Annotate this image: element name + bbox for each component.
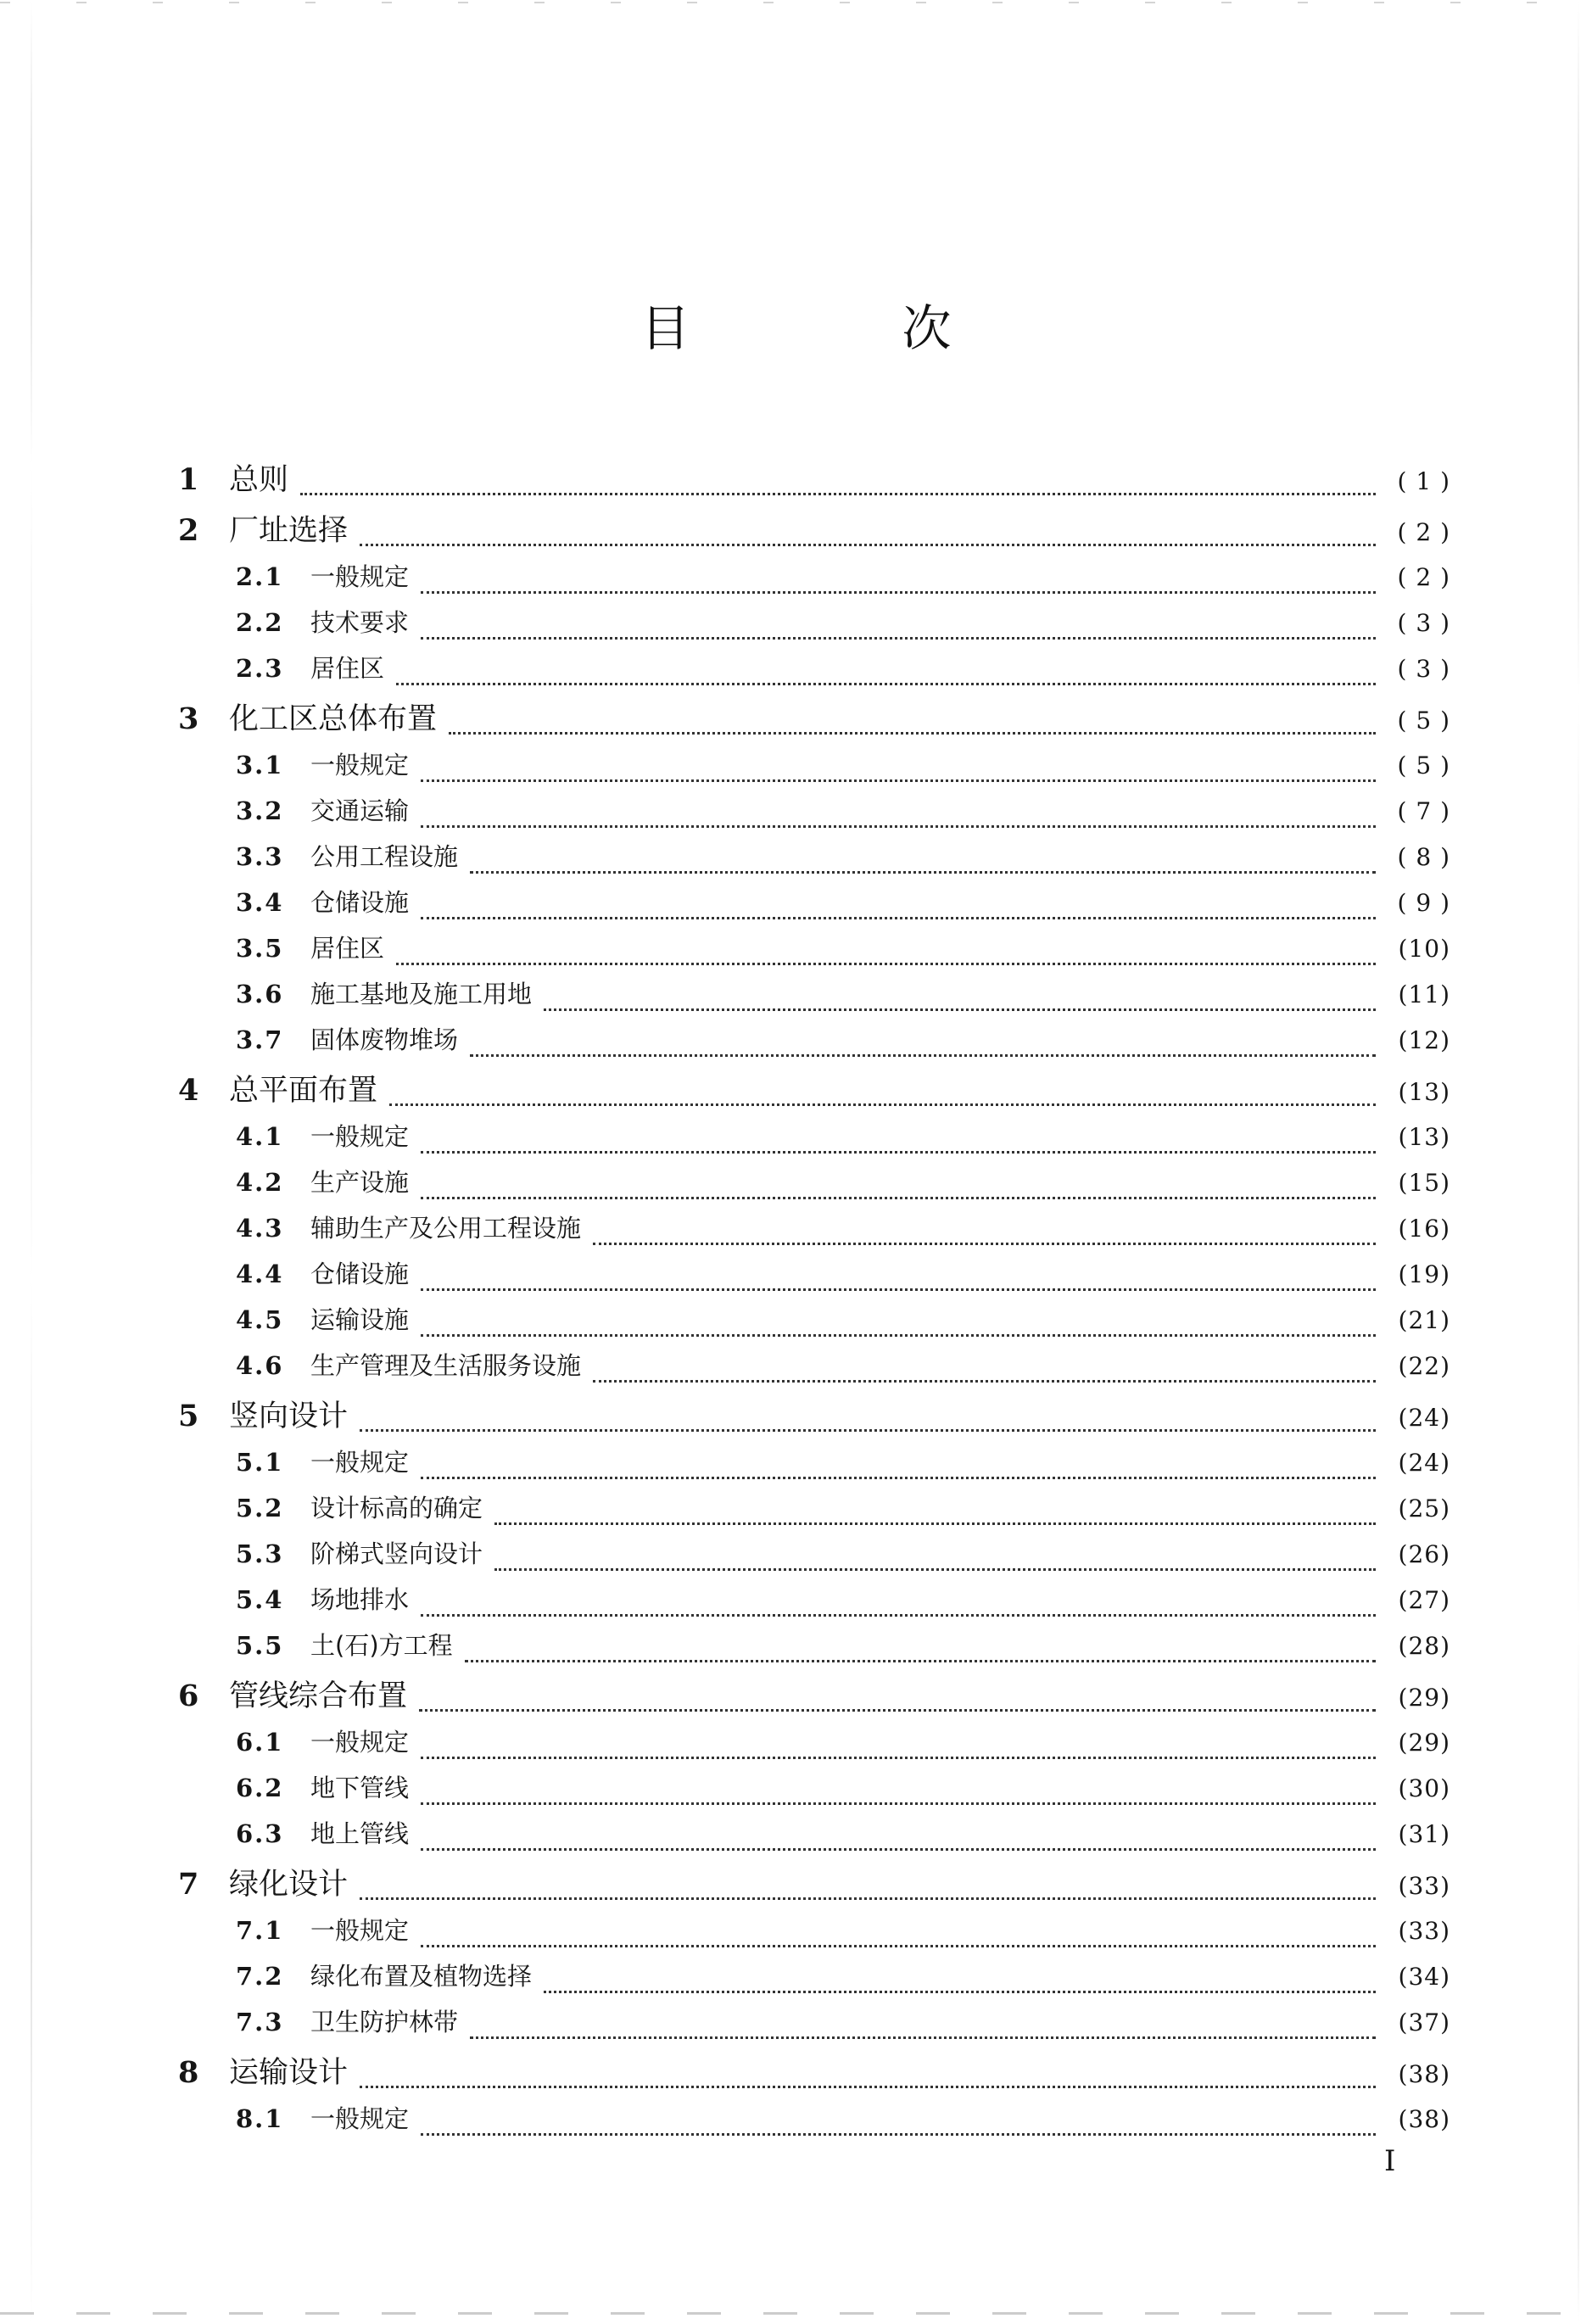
toc-entry-title: 仓储设施 xyxy=(310,888,410,917)
toc-entry-number: 2 xyxy=(178,513,199,548)
toc-entry-title: 竖向设计 xyxy=(229,1399,349,1433)
dot-leader xyxy=(421,1477,1376,1479)
toc-entry-number: 3.2 xyxy=(236,796,284,825)
dot-leader xyxy=(421,1614,1376,1617)
dot-leader xyxy=(419,1709,1376,1712)
toc-section-row xyxy=(178,1815,1450,1861)
toc-entry-page: (22) xyxy=(1398,1352,1450,1380)
scan-edge-right xyxy=(1578,0,1579,2324)
toc-entry-page: (38) xyxy=(1398,2060,1450,2088)
toc-entry-page: (30) xyxy=(1398,1774,1450,1802)
toc-section-row xyxy=(178,1444,1450,1489)
dot-leader xyxy=(470,2036,1376,2039)
toc-entry-title: 总平面布置 xyxy=(229,1074,378,1108)
toc-entry-number: 4.6 xyxy=(236,1351,284,1380)
toc-entry-page: (33) xyxy=(1398,1872,1450,1900)
toc-entry-number: 8.1 xyxy=(236,2104,284,2133)
toc-entry-title: 公用工程设施 xyxy=(310,842,459,871)
dot-leader xyxy=(593,1243,1376,1245)
toc-entry-page: (21) xyxy=(1398,1306,1450,1334)
toc-entry-number: 5.4 xyxy=(236,1585,284,1614)
toc-entry-title: 一般规定 xyxy=(310,1728,410,1757)
dot-leader xyxy=(300,493,1376,495)
toc-entry-page: (15) xyxy=(1398,1169,1450,1197)
toc-chapter-row xyxy=(178,1393,1450,1444)
toc-section-row xyxy=(178,1769,1450,1815)
toc-entry-title: 一般规定 xyxy=(310,2104,410,2133)
toc-entry-page: (12) xyxy=(1398,1026,1450,1054)
toc-entry-title: 绿化设计 xyxy=(229,1868,349,1902)
toc-entry-page: ( 9 ) xyxy=(1397,889,1450,917)
dot-leader xyxy=(421,591,1376,594)
toc-entry-number: 7.3 xyxy=(236,2008,284,2036)
toc-entry-number: 5.3 xyxy=(236,1539,284,1568)
toc-entry-number: 4.3 xyxy=(236,1214,284,1243)
dot-leader xyxy=(470,871,1376,874)
toc-section-row xyxy=(178,930,1450,975)
dot-leader xyxy=(421,917,1376,919)
toc-entry-page: (28) xyxy=(1398,1632,1450,1660)
toc-entry-title: 一般规定 xyxy=(310,1448,410,1477)
toc-entry-number: 4.2 xyxy=(236,1168,284,1197)
toc-entry-page: ( 3 ) xyxy=(1397,655,1450,683)
toc-entry-title: 总则 xyxy=(229,463,289,497)
dot-leader xyxy=(470,1054,1376,1057)
toc-entry-page: ( 1 ) xyxy=(1397,467,1450,495)
toc-entry-page: ( 5 ) xyxy=(1397,751,1450,779)
dot-leader xyxy=(360,2086,1376,2088)
toc-entry-number: 7 xyxy=(178,1867,199,1902)
toc-entry-page: (29) xyxy=(1398,1684,1450,1712)
toc-entry-number: 4.5 xyxy=(236,1305,284,1334)
scan-edge-top xyxy=(0,2,1592,3)
toc-entry-page: (34) xyxy=(1398,1963,1450,1991)
toc-chapter-row xyxy=(178,1673,1450,1723)
toc-entry-title: 一般规定 xyxy=(310,751,410,779)
toc-entry-title: 设计标高的确定 xyxy=(310,1494,483,1522)
toc-entry-page: (26) xyxy=(1398,1540,1450,1568)
toc-entry-number: 2.1 xyxy=(236,562,284,591)
dot-leader xyxy=(421,1334,1376,1337)
toc-section-row xyxy=(178,746,1450,792)
toc-entry-title: 居住区 xyxy=(310,654,385,683)
dot-leader xyxy=(396,963,1376,965)
toc-entry-title: 辅助生产及公用工程设施 xyxy=(310,1214,582,1243)
toc-entry-page: (37) xyxy=(1398,2008,1450,2036)
toc-section-row xyxy=(178,1958,1450,2003)
dot-leader xyxy=(421,1757,1376,1759)
toc-entry-number: 3.4 xyxy=(236,888,284,917)
toc-entry-page: ( 2 ) xyxy=(1397,518,1450,546)
toc-chapter-row xyxy=(178,696,1450,746)
toc-entry-title: 生产设施 xyxy=(310,1168,410,1197)
toc-entry-title: 居住区 xyxy=(310,934,385,963)
toc-entry-number: 5.1 xyxy=(236,1448,284,1477)
dot-leader xyxy=(360,1429,1376,1432)
toc-entry-number: 5.2 xyxy=(236,1494,284,1522)
toc-entry-title: 固体废物堆场 xyxy=(310,1025,459,1054)
toc-section-row xyxy=(178,792,1450,838)
toc-entry-number: 4.1 xyxy=(236,1122,284,1151)
toc-section-row xyxy=(178,1118,1450,1164)
dot-leader xyxy=(421,1945,1376,1947)
dot-leader xyxy=(421,637,1376,640)
toc-entry-number: 3.7 xyxy=(236,1025,284,1054)
toc-entry-title: 阶梯式竖向设计 xyxy=(310,1539,483,1568)
toc-section-row xyxy=(178,2003,1450,2049)
toc-entry-page: (10) xyxy=(1398,935,1450,963)
toc-section-row xyxy=(178,1535,1450,1581)
toc-section-row xyxy=(178,2100,1450,2146)
toc-entry-number: 6 xyxy=(178,1679,199,1713)
toc-entry-number: 5 xyxy=(178,1399,199,1433)
toc-section-row xyxy=(178,604,1450,650)
toc-entry-title: 管线综合布置 xyxy=(229,1679,408,1713)
toc-entry-number: 6.3 xyxy=(236,1819,284,1848)
toc-entry-number: 3 xyxy=(178,701,199,736)
toc-entry-title: 化工区总体布置 xyxy=(229,702,438,736)
toc-entry-page: (38) xyxy=(1398,2105,1450,2133)
toc-entry-title: 土(石)方工程 xyxy=(310,1631,453,1660)
dot-leader xyxy=(360,1897,1376,1900)
toc-section-row xyxy=(178,975,1450,1021)
toc-entry-title: 绿化布置及植物选择 xyxy=(310,1962,533,1991)
dot-leader xyxy=(421,1288,1376,1291)
toc-entry-page: (33) xyxy=(1398,1917,1450,1945)
toc-section-row xyxy=(178,1581,1450,1627)
toc-chapter-row xyxy=(178,2049,1450,2100)
toc-entry-number: 4.4 xyxy=(236,1260,284,1288)
page-number: I xyxy=(1384,2144,1396,2178)
dot-leader xyxy=(421,1848,1376,1851)
toc-entry-number: 6.2 xyxy=(236,1774,284,1802)
toc-entry-page: (29) xyxy=(1398,1729,1450,1757)
toc-entry-number: 7.1 xyxy=(236,1916,284,1945)
dot-leader xyxy=(544,1991,1376,1993)
toc-entry-number: 6.1 xyxy=(236,1728,284,1757)
toc-entry-page: (19) xyxy=(1398,1260,1450,1288)
dot-leader xyxy=(421,1802,1376,1805)
toc-entry-page: (25) xyxy=(1398,1494,1450,1522)
dot-leader xyxy=(360,544,1376,546)
toc-entry-page: ( 3 ) xyxy=(1397,609,1450,637)
toc-section-row xyxy=(178,838,1450,884)
table-of-contents xyxy=(178,456,1450,2146)
toc-entry-page: (13) xyxy=(1398,1123,1450,1151)
toc-entry-page: ( 7 ) xyxy=(1397,797,1450,825)
toc-entry-number: 8 xyxy=(178,2055,199,2090)
dot-leader xyxy=(421,2133,1376,2136)
toc-section-row xyxy=(178,1021,1450,1067)
toc-section-row xyxy=(178,1301,1450,1347)
toc-entry-number: 3.6 xyxy=(236,980,284,1008)
toc-entry-page: (24) xyxy=(1398,1449,1450,1477)
dot-leader xyxy=(449,732,1376,735)
dot-leader xyxy=(465,1660,1376,1662)
toc-section-row xyxy=(178,1255,1450,1301)
toc-entry-title: 一般规定 xyxy=(310,1916,410,1945)
toc-entry-number: 2.2 xyxy=(236,608,284,637)
dot-leader xyxy=(544,1008,1376,1011)
toc-entry-page: ( 8 ) xyxy=(1397,843,1450,871)
toc-entry-page: ( 2 ) xyxy=(1397,563,1450,591)
dot-leader xyxy=(389,1103,1376,1106)
toc-entry-page: ( 5 ) xyxy=(1397,707,1450,735)
dot-leader xyxy=(593,1380,1376,1383)
toc-chapter-row xyxy=(178,507,1450,558)
toc-entry-number: 2.3 xyxy=(236,654,284,683)
toc-entry-number: 5.5 xyxy=(236,1631,284,1660)
toc-entry-page: (24) xyxy=(1398,1404,1450,1432)
toc-entry-title: 地下管线 xyxy=(310,1774,410,1802)
toc-section-row xyxy=(178,1912,1450,1958)
toc-entry-title: 运输设计 xyxy=(229,2056,349,2090)
toc-entry-title: 施工基地及施工用地 xyxy=(310,980,533,1008)
dot-leader xyxy=(421,1197,1376,1199)
toc-section-row xyxy=(178,558,1450,604)
toc-entry-number: 7.2 xyxy=(236,1962,284,1991)
toc-entry-number: 3.5 xyxy=(236,934,284,963)
toc-section-row xyxy=(178,1347,1450,1393)
toc-entry-number: 4 xyxy=(178,1073,199,1108)
toc-entry-title: 仓储设施 xyxy=(310,1260,410,1288)
toc-section-row xyxy=(178,1489,1450,1535)
toc-section-row xyxy=(178,1627,1450,1673)
toc-entry-title: 场地排水 xyxy=(310,1585,410,1614)
dot-leader xyxy=(421,1151,1376,1154)
toc-entry-title: 一般规定 xyxy=(310,562,410,591)
dot-leader xyxy=(421,825,1376,828)
dot-leader xyxy=(494,1568,1376,1571)
toc-entry-title: 厂址选择 xyxy=(229,514,349,548)
scan-edge-left xyxy=(31,0,32,2324)
toc-entry-number: 3.3 xyxy=(236,842,284,871)
page-title: 目 次 xyxy=(640,299,1033,357)
dot-leader xyxy=(494,1522,1376,1525)
dot-leader xyxy=(396,683,1376,685)
toc-entry-page: (16) xyxy=(1398,1215,1450,1243)
toc-entry-title: 交通运输 xyxy=(310,796,410,825)
toc-section-row xyxy=(178,650,1450,696)
toc-section-row xyxy=(178,1164,1450,1209)
toc-chapter-row xyxy=(178,1067,1450,1118)
toc-entry-title: 运输设施 xyxy=(310,1305,410,1334)
toc-entry-page: (31) xyxy=(1398,1820,1450,1848)
toc-entry-page: (27) xyxy=(1398,1586,1450,1614)
toc-section-row xyxy=(178,884,1450,930)
toc-entry-number: 1 xyxy=(178,462,199,497)
toc-entry-number: 3.1 xyxy=(236,751,284,779)
scan-edge-bottom xyxy=(0,2312,1592,2315)
toc-entry-title: 生产管理及生活服务设施 xyxy=(310,1351,582,1380)
toc-entry-title: 卫生防护林带 xyxy=(310,2008,459,2036)
toc-entry-page: (13) xyxy=(1398,1078,1450,1106)
toc-section-row xyxy=(178,1723,1450,1769)
toc-entry-title: 一般规定 xyxy=(310,1122,410,1151)
toc-entry-title: 地上管线 xyxy=(310,1819,410,1848)
toc-entry-page: (11) xyxy=(1398,980,1450,1008)
toc-section-row xyxy=(178,1209,1450,1255)
toc-chapter-row xyxy=(178,456,1450,507)
toc-chapter-row xyxy=(178,1861,1450,1912)
dot-leader xyxy=(421,779,1376,782)
toc-entry-title: 技术要求 xyxy=(310,608,410,637)
